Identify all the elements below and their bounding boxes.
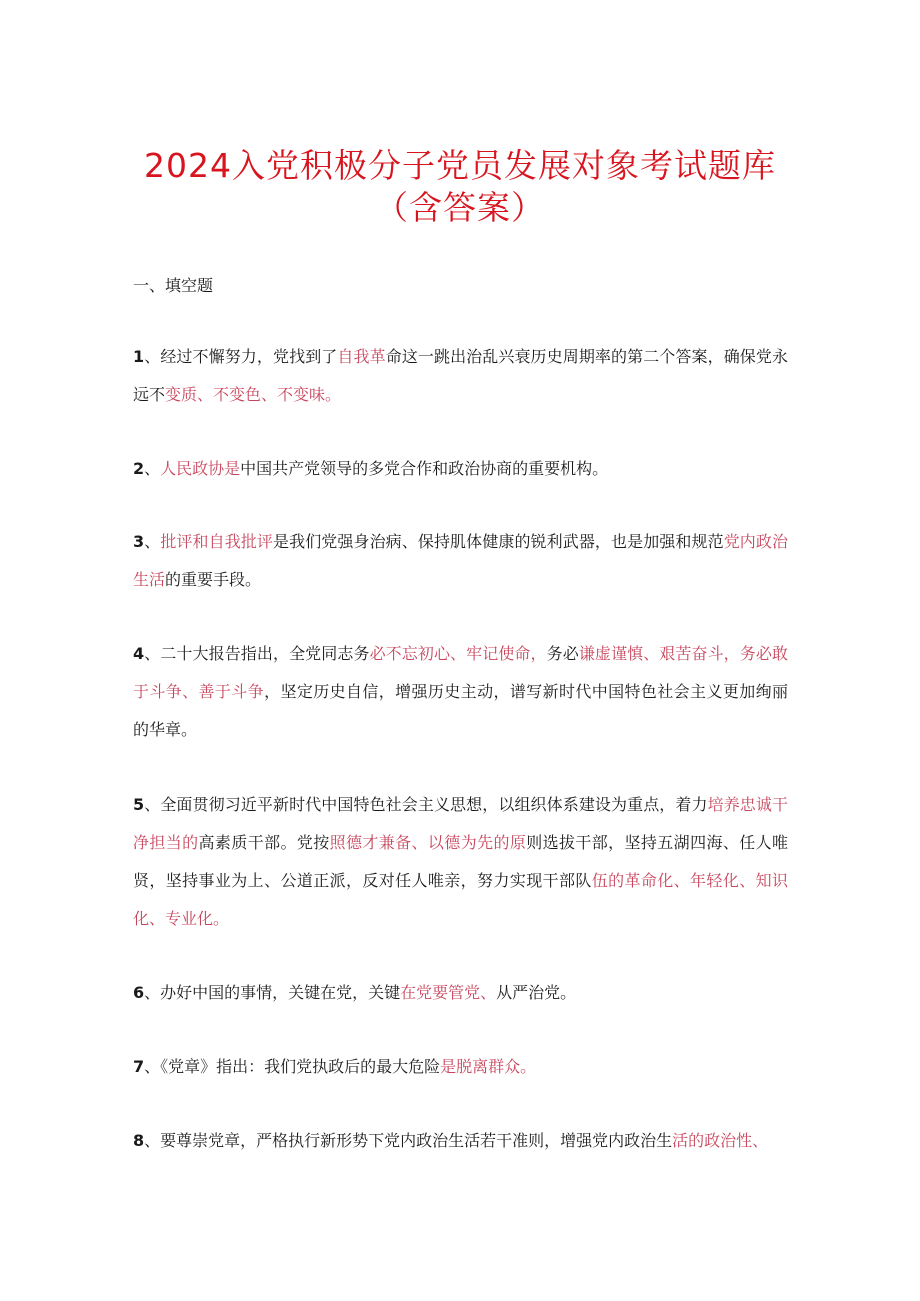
question-3: [133, 523, 788, 599]
question-text: 、全面贯彻习近平新时代中国特色社会主义思想，以组织体系建设为重点，着力: [144, 795, 708, 814]
question-text: 是我们党强身治病、保持肌体健康的锐利武器，也是加强和规范: [273, 532, 724, 551]
question-text: 、办好中国的事情，关键在党，关键: [144, 983, 401, 1002]
answer-text: 培养忠诚干净担当的: [133, 795, 788, 852]
question-text: 、经过不懈努力，党找到了: [144, 347, 338, 366]
question-number: 8: [133, 1131, 145, 1150]
question-7: [133, 1048, 788, 1086]
answer-text: 批评和自我批评: [160, 532, 274, 551]
question-4: [133, 635, 788, 749]
answer-text: 人民政协是: [160, 459, 241, 478]
question-number: 5: [133, 795, 145, 814]
question-1: [133, 338, 788, 414]
question-number: 3: [133, 532, 145, 551]
question-text: 的重要手段。: [165, 570, 262, 589]
question-text: 、: [144, 532, 161, 551]
question-8: [133, 1122, 788, 1160]
document-title-line1: 2024入党积极分子党员发展对象考试题库: [144, 146, 776, 185]
question-number: 1: [133, 347, 145, 366]
question-text: 高素质干部。党按: [198, 833, 330, 852]
question-text: 从严治党。: [496, 983, 577, 1002]
answer-text: 照德才兼备、以德为先的原: [329, 833, 527, 852]
answer-text: 在党要管党、: [400, 983, 497, 1002]
document-title-line2: （含答案）: [375, 188, 545, 227]
question-text: ，坚定历史自信，增强历史主动，谱写新时代中国特色社会主义更加绚丽的华章。: [133, 682, 788, 739]
answer-text: 自我革: [337, 347, 386, 366]
question-2: [133, 450, 788, 488]
question-text: 中国共产党领导的多党合作和政治协商的重要机构。: [240, 459, 609, 478]
answer-text: 谦虚谨慎、艰苦奋斗，务必敢于斗争、善于斗争: [133, 644, 788, 701]
question-text: 命这一跳出治乱兴衰历史周期率的第二个答案，确保党永远不: [133, 347, 788, 404]
question-text: 、《党章》指出：我们党执政后的最大危险: [144, 1057, 441, 1076]
question-text: 、要尊崇党章，严格执行新形势下党内政治生活若干准则，增强党内政治生: [144, 1131, 673, 1150]
question-number: 2: [133, 459, 145, 478]
answer-text: 活的政治性、: [672, 1131, 769, 1150]
question-text: 、: [144, 459, 161, 478]
question-text: 务必: [546, 644, 579, 663]
section-heading: 一、填空题: [133, 276, 214, 295]
answer-text: 是脱离群众。: [440, 1057, 537, 1076]
question-text: 则选拔干部，坚持五湖四海、任人唯贤，坚持事业为上、公道正派，反对任人唯亲，努力实现干部队: [133, 833, 788, 890]
answer-text: 伍的革命化、年轻化、知识化、专业化。: [133, 871, 788, 928]
question-number: 7: [133, 1057, 145, 1076]
answer-text: 必不忘初心、牢记使命，: [369, 644, 547, 663]
question-5: [133, 786, 788, 938]
answer-text: 党内政治生活: [133, 532, 788, 589]
question-6: [133, 974, 788, 1012]
question-number: 4: [133, 644, 145, 663]
answer-text: 变质、不变色、不变味。: [165, 385, 342, 404]
question-number: 6: [133, 983, 145, 1002]
question-text: 、二十大报告指出，全党同志务: [144, 644, 370, 663]
